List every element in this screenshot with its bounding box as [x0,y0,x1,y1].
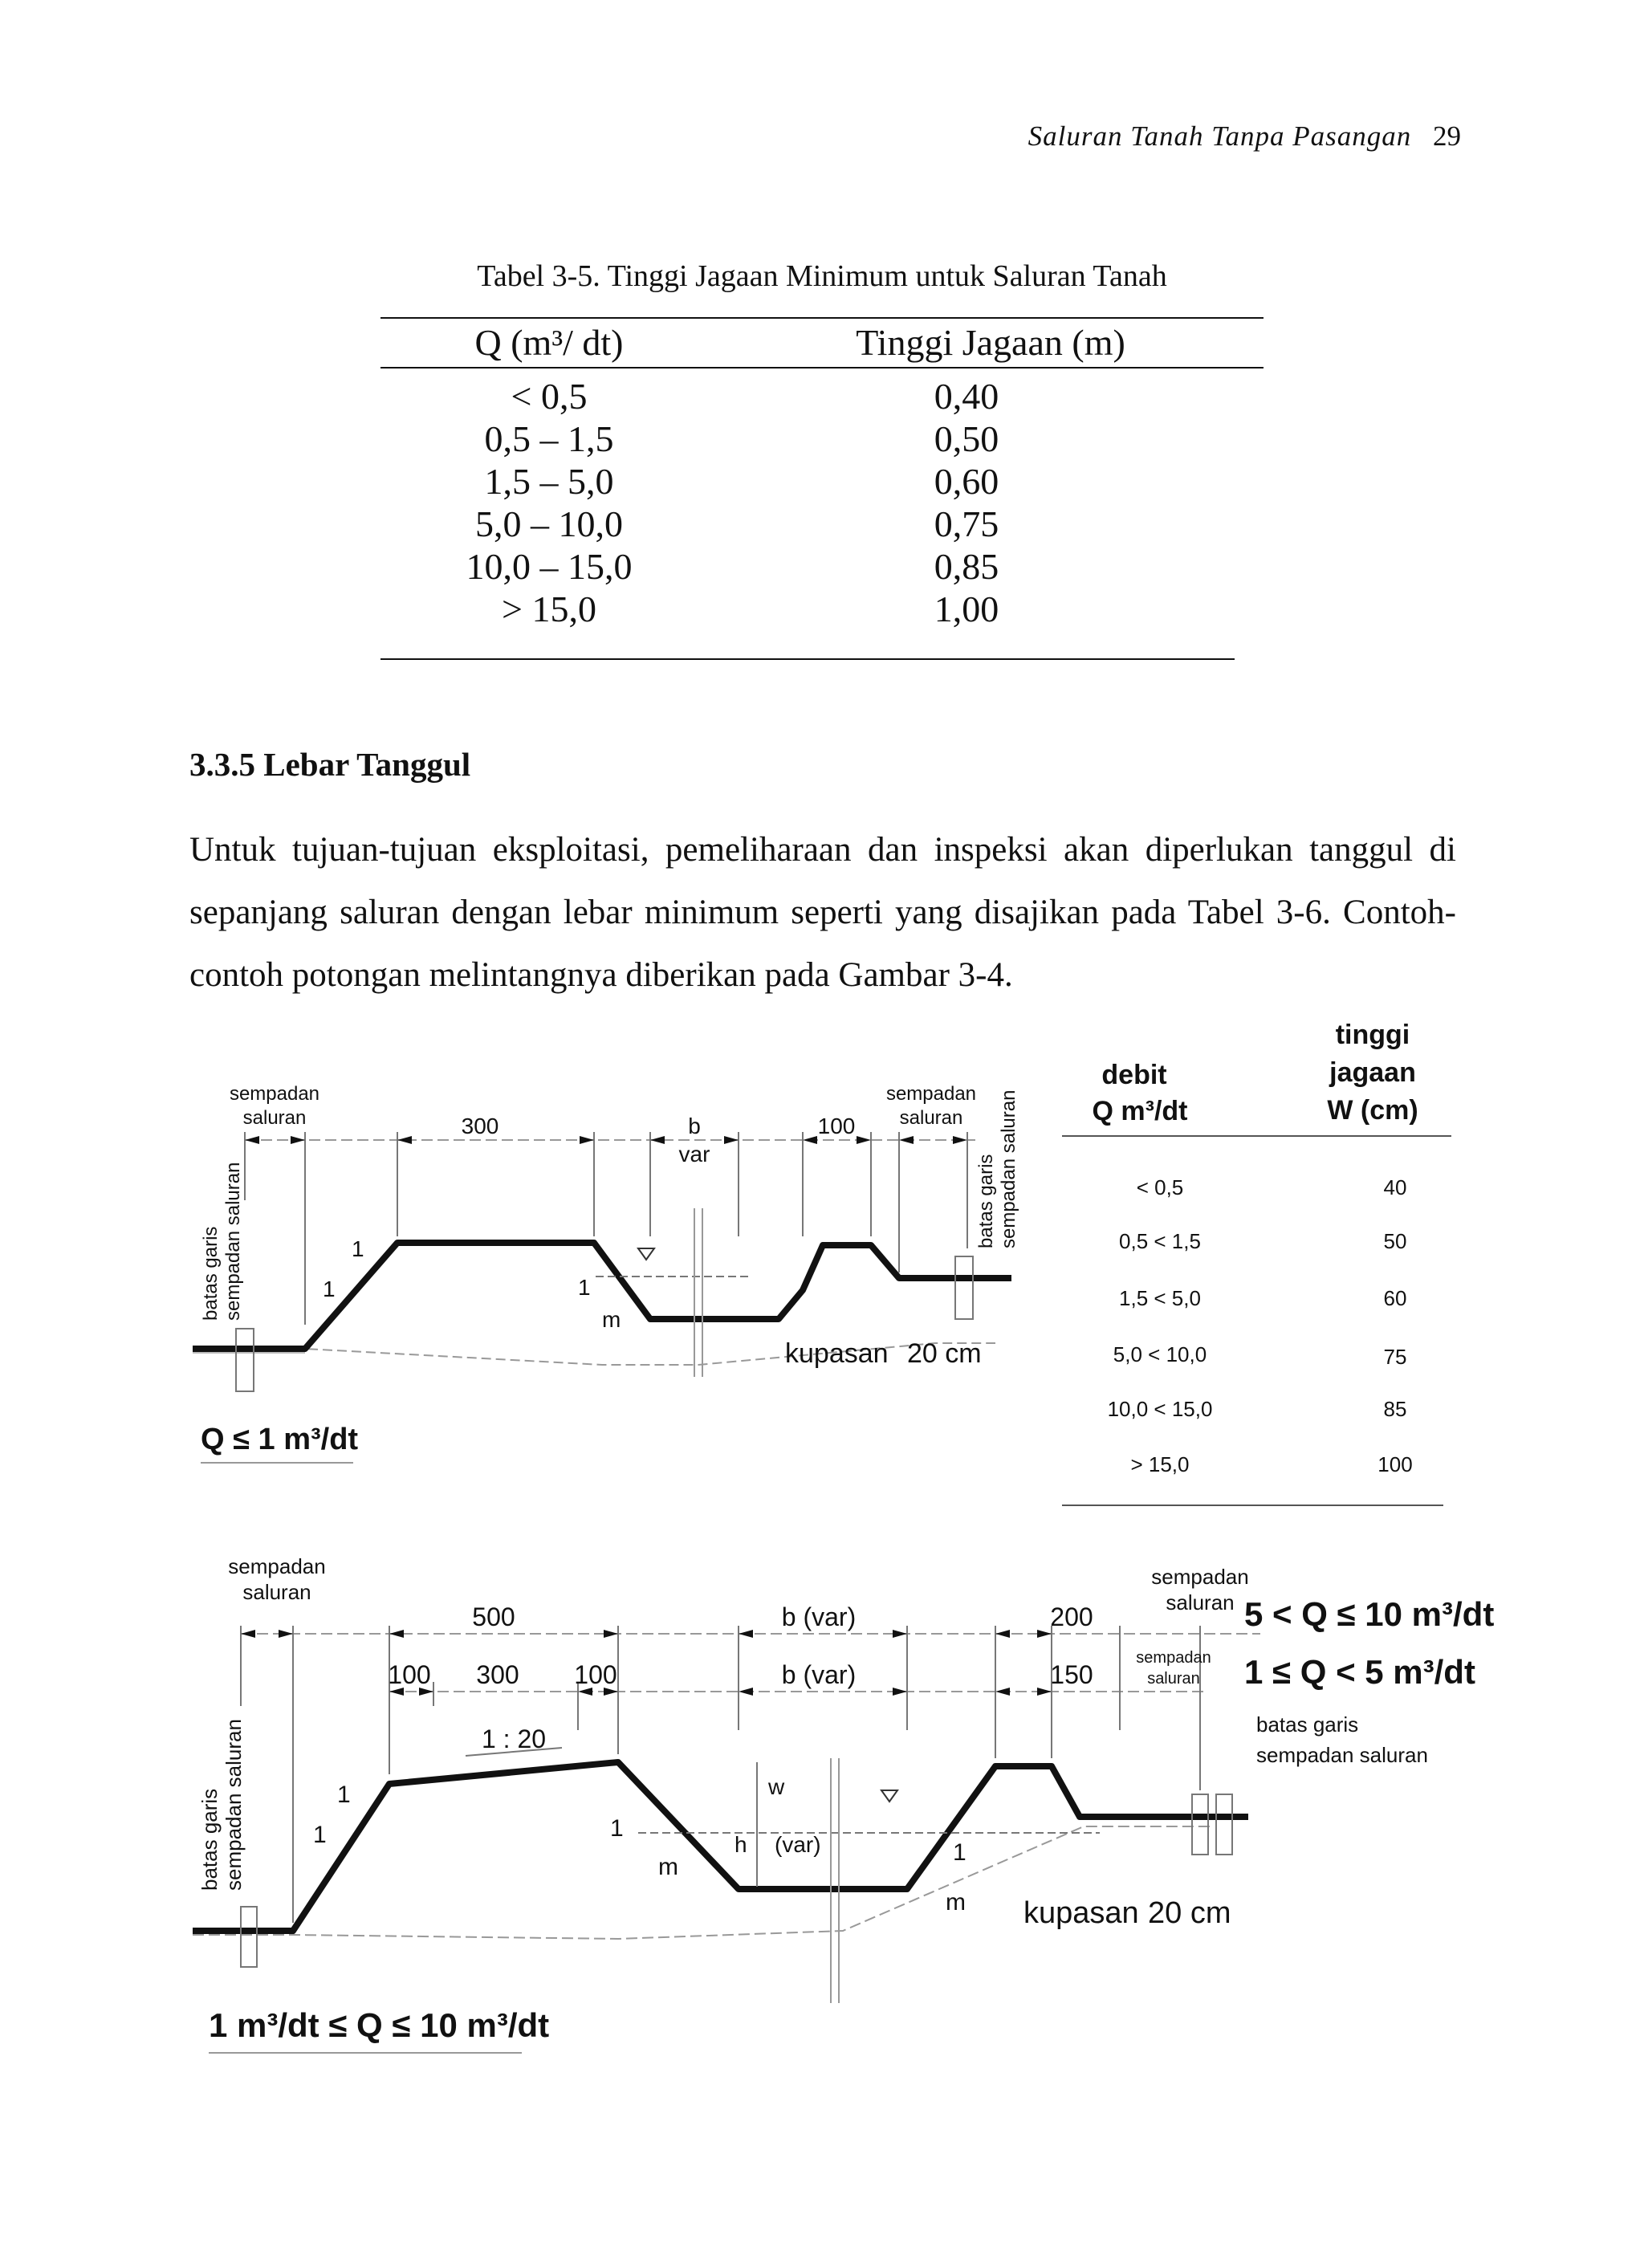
slope-1: 1 [352,1236,364,1261]
fig-table-q: 0,5 < 1,5 [1119,1229,1201,1253]
label-w: w [768,1774,785,1799]
dim-200: 200 [1050,1602,1093,1631]
table-row [380,460,1264,503]
table-row [380,417,1264,460]
running-header [1028,120,1461,153]
label-sempadan-saluran: sempadan saluran [222,1162,244,1321]
fig-table-w: 50 [1383,1229,1407,1253]
slope-1: 1 [323,1277,336,1301]
slope-m: m [946,1889,966,1916]
label-sempadan: sempadan [229,1083,320,1105]
label-var: (var) [775,1832,821,1857]
label-q-range-1: 5 < Q ≤ 10 m³/dt [1244,1595,1495,1633]
slope-1: 1 [953,1839,966,1866]
slope-m: m [658,1854,678,1880]
label-batas-garis: batas garis [197,1788,222,1891]
cross-section-figure [185,1008,1495,2099]
dim-150: 150 [1050,1660,1093,1689]
boundary-marker [955,1256,973,1319]
label-saluran: saluran [242,1107,307,1129]
fig-table-q: < 0,5 [1136,1175,1184,1199]
label-q-range-2: 1 ≤ Q < 5 m³/dt [1244,1653,1475,1691]
table-header-row [380,319,1264,367]
col-header-q: Q (m³/ dt) [474,322,624,363]
label-sempadan-saluran: sempadan saluran [1256,1743,1428,1767]
cell-q: 0,5 – 1,5 [484,418,614,459]
fig-table-header-jagaan: jagaan [1329,1057,1416,1088]
slope-1-20: 1 : 20 [481,1724,547,1753]
page-number: 29 [1433,120,1461,152]
body-paragraph: Untuk tujuan-tujuan eksploitasi, pemeliharaan dan inspeksi akan diperlukan tanggul di sepanjang saluran dengan lebar minimum seperti yang disajikan pada Tabel 3-6. Contoh-contoh potongan melintangnya diberikan pada Gambar 3-4. [189,831,1456,994]
fig-table-header-debit: debit [1101,1060,1167,1090]
fig-table-w: 75 [1383,1345,1407,1369]
label-h: h [735,1832,747,1857]
water-level-icon [881,1790,897,1802]
label-saluran: saluran [1166,1590,1235,1614]
label-kupasan-value: 20 cm [1148,1896,1231,1930]
slope-1: 1 [337,1781,351,1808]
cell-w: 0,75 [934,503,999,544]
cell-q: 1,5 – 5,0 [484,461,614,502]
label-sempadan: sempadan [885,1083,977,1105]
cell-w: 0,50 [934,418,999,459]
fig-table-q: 5,0 < 10,0 [1113,1342,1207,1366]
table-row [380,545,1264,588]
water-level-icon [638,1248,654,1260]
boundary-marker [1216,1794,1232,1855]
dim-100: 100 [574,1660,617,1689]
bottom-cross-section [193,1554,1494,2053]
table-caption: Tabel 3-5. Tinggi Jagaan Minimum untuk Saluran Tanah [477,259,1167,293]
dim-var: var [678,1142,710,1167]
dim-300: 300 [476,1660,519,1689]
top-cross-section [193,1083,1019,1463]
boundary-marker [1192,1794,1208,1855]
dim-300: 300 [461,1114,499,1138]
dim-500: 500 [472,1602,515,1631]
slope-1: 1 [578,1275,591,1300]
label-sempadan-small: sempadan [1136,1649,1211,1667]
label-sempadan: sempadan [228,1554,326,1578]
cell-q: < 0,5 [511,376,588,417]
label-batas-garis: batas garis [200,1226,222,1321]
fig-table-q: 1,5 < 5,0 [1119,1286,1201,1310]
label-saluran-small: saluran [1147,1670,1200,1688]
cell-w: 1,00 [934,588,999,629]
boundary-marker [236,1329,254,1391]
dim-b-var: b (var) [781,1660,857,1689]
running-title: Saluran Tanah Tanpa Pasangan [1028,120,1412,152]
boundary-marker [241,1907,257,1967]
fig-table-w: 100 [1377,1452,1413,1476]
slope-1: 1 [313,1822,327,1848]
dimension-arrows [241,1630,1052,1696]
label-batas-garis: batas garis [1256,1712,1359,1737]
table-row [380,503,1264,545]
cell-q: > 15,0 [502,588,596,629]
fig-table-q: > 15,0 [1130,1452,1190,1476]
label-saluran: saluran [899,1107,963,1129]
dim-100: 100 [388,1660,431,1689]
figure-table [1062,1020,1451,1505]
slope-m: m [602,1307,621,1332]
slope-1: 1 [610,1815,624,1842]
label-sempadan: sempadan [1151,1565,1249,1589]
col-header-w: Tinggi Jagaan (m) [856,322,1125,363]
label-kupasan: kupasan [1023,1896,1139,1930]
fig-table-w: 60 [1383,1286,1407,1310]
table-bottom-rule [380,658,1235,660]
cell-q: 10,0 – 15,0 [466,546,633,587]
cell-w: 0,60 [934,461,999,502]
table-row [380,375,1264,417]
label-sempadan-saluran: sempadan saluran [998,1089,1019,1248]
label-q-range-bottom: 1 m³/dt ≤ Q ≤ 10 m³/dt [209,2006,550,2044]
fig-table-w: 40 [1383,1175,1407,1199]
label-kupasan-value: 20 cm [907,1338,982,1369]
section-heading: 3.3.5 Lebar Tanggul [189,746,471,783]
label-kupasan: kupasan [785,1338,889,1369]
fig-table-header-q: Q m³/dt [1092,1096,1188,1126]
cell-w: 0,85 [934,546,999,587]
table-row [380,588,1264,630]
dim-b: b [688,1114,701,1138]
fig-table-header-w: W (cm) [1327,1095,1418,1126]
fig-table-q: 10,0 < 15,0 [1107,1397,1213,1421]
fig-table-header-tinggi: tinggi [1335,1020,1410,1050]
label-saluran: saluran [242,1580,311,1604]
cell-q: 5,0 – 10,0 [475,503,623,544]
cell-w: 0,40 [934,376,999,417]
label-batas-garis: batas garis [975,1154,997,1248]
dim-b-var: b (var) [781,1602,857,1631]
channel-profile [193,1243,1011,1349]
dim-100: 100 [817,1114,856,1138]
fig-table-w: 85 [1383,1397,1407,1421]
label-sempadan-saluran: sempadan saluran [222,1719,246,1891]
table-tinggi-jagaan [380,317,1264,630]
label-q-range-top: Q ≤ 1 m³/dt [201,1423,359,1456]
